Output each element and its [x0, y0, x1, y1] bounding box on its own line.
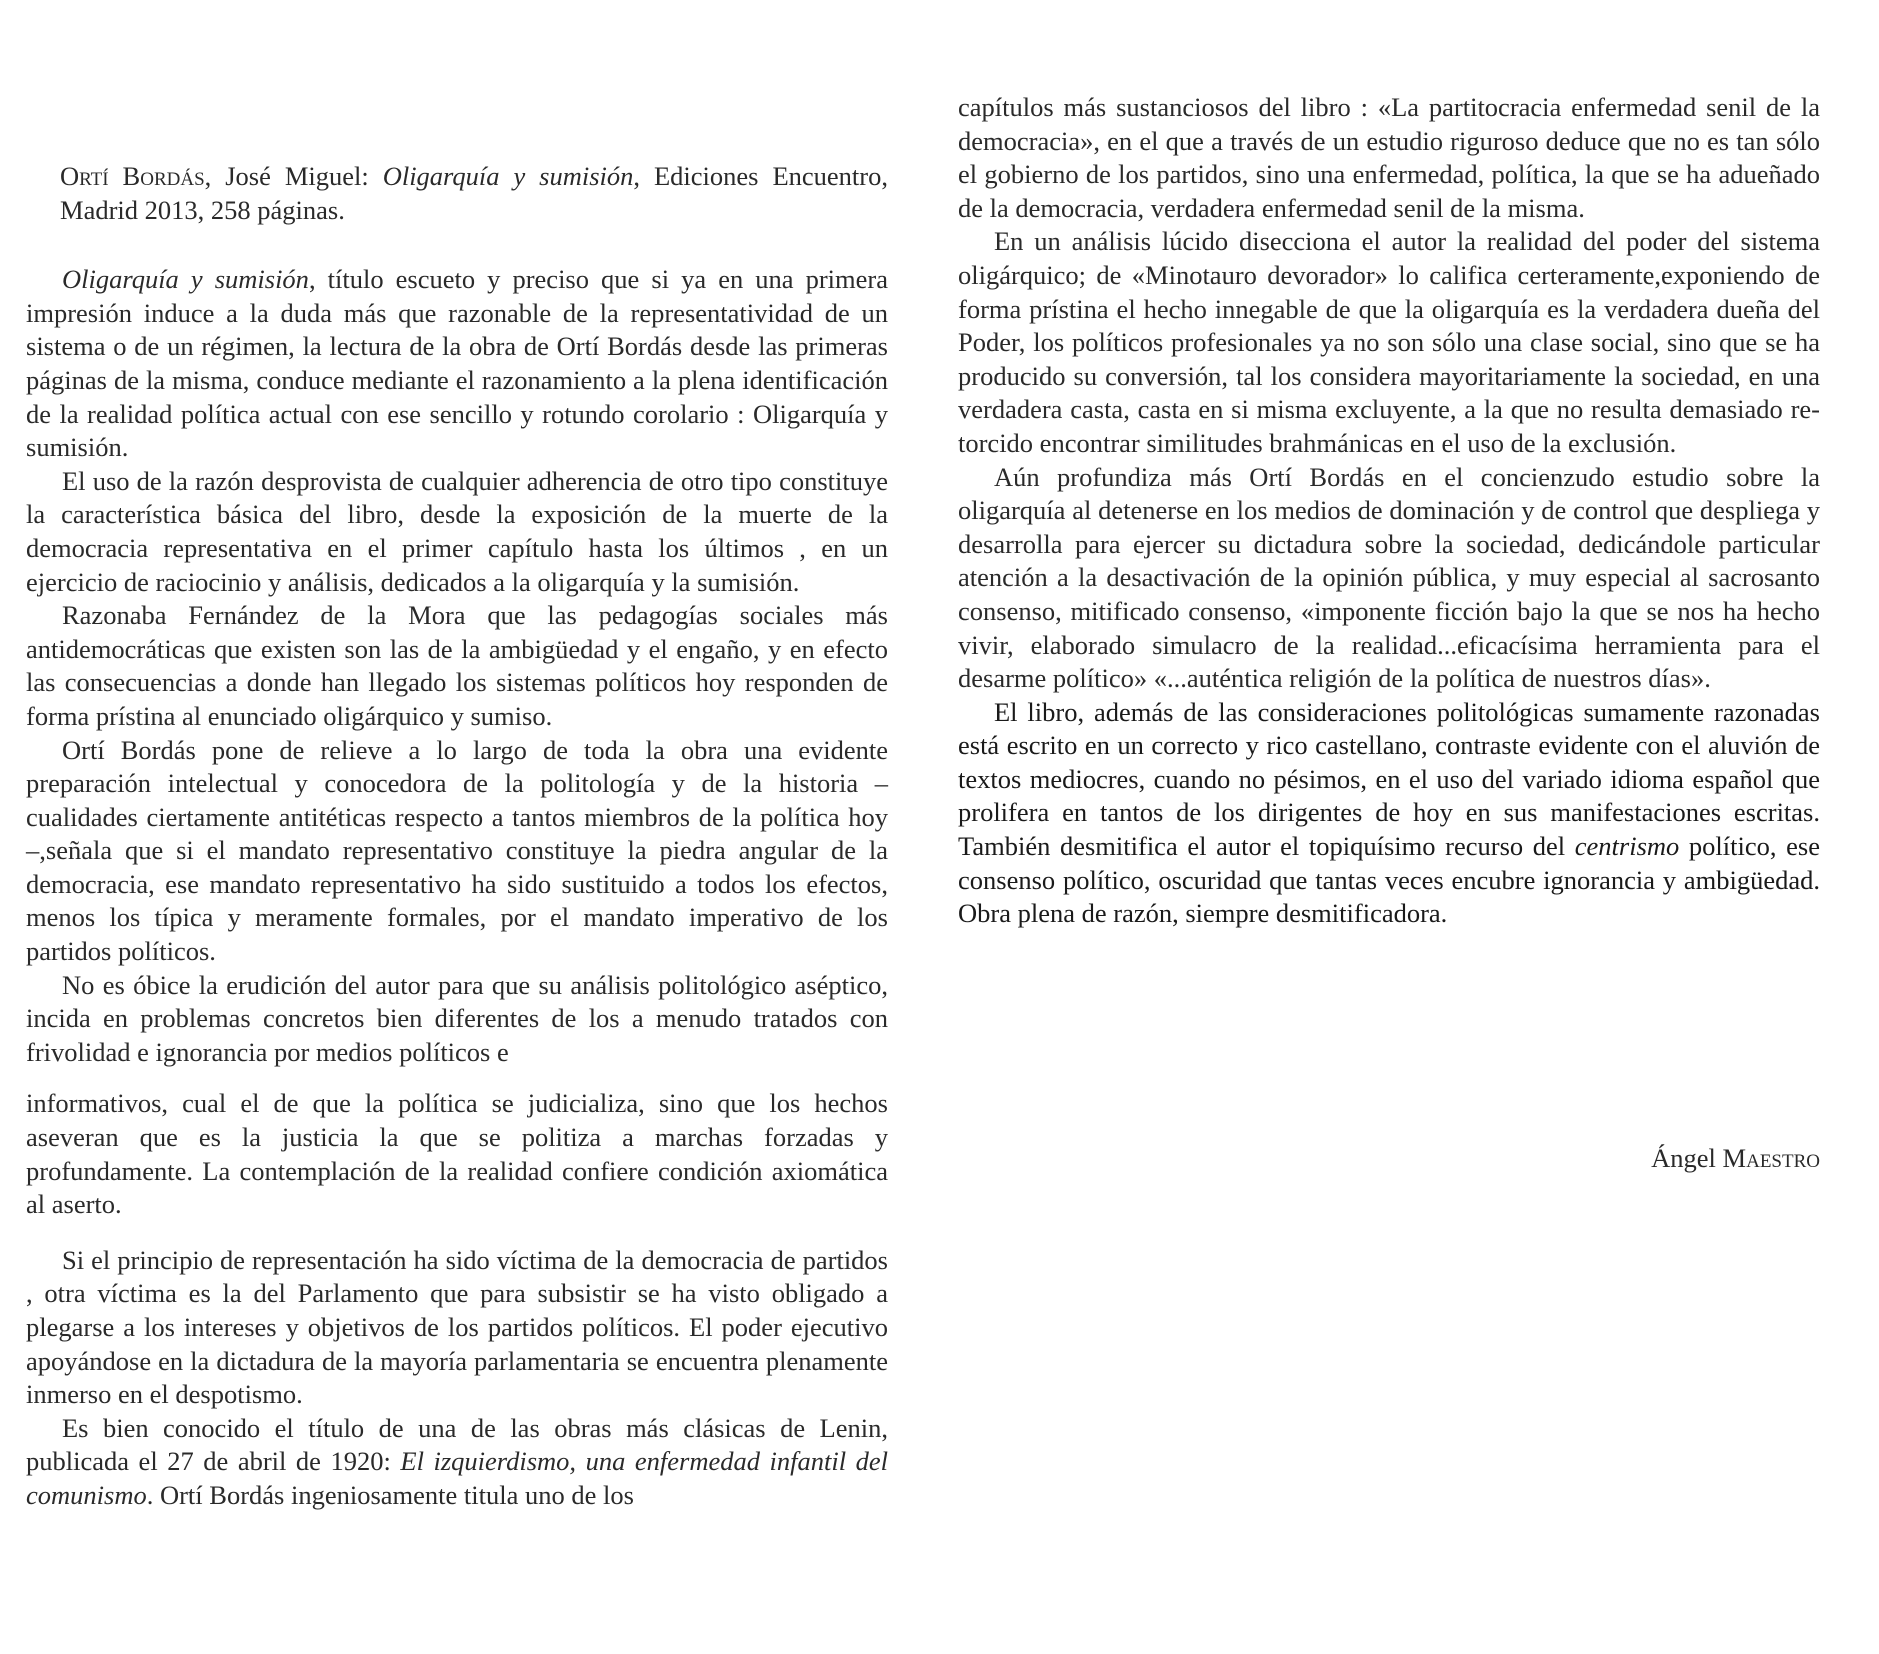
paragraph-10-text-a: El libro, además de las consideraciones politológicas sumamente razonadas está escrito en un correcto y rico castellano, contraste evidente con el aluvión de textos mediocres, cuando no pésimos, en el uso del variado idioma español que prolifera en tantos de los dirigentes de hoy en sus manifestaciones escritas. También desmitifica el autor el topiquísimo recurso del	[958, 696, 1820, 862]
paragraph-10-text-b: político, ese consenso político, oscuridad que tantas veces encubre ignorancia y ambigüedad. Obra plena de razón, siempre desmitificadora.	[958, 831, 1820, 929]
lenin-book-title: El izquierdismo, una enfermedad infantil del comunismo	[26, 1446, 889, 1510]
left-column	[26, 160, 888, 1513]
reviewer-given-name: Ángel	[1651, 1143, 1723, 1173]
centrismo-term: centrismo	[1574, 831, 1680, 862]
paragraph-1	[26, 263, 888, 465]
paragraph-7	[26, 1412, 888, 1513]
paragraph-6: Si el principio de representación ha sido víctima de la democracia de partidos , otra víctima es la del Parlamento que para subsistir se ha visto obligado a plegarse a los intereses y objetivos de los partidos políticos. El poder ejecutivo apoyándose en la dictadura de la mayoría parlamentaria se encuentra plenamente inmerso en el despotismo.	[26, 1244, 888, 1410]
paragraph-7-continued: capítulos más sustanciosos del libro : «La partitocracia enfermedad senil de la democracia», en el que a través de un estudio riguroso deduce que no es tan sólo el gobierno de los partidos, sino una enfermedad, política, la que se ha adueñado de la democracia, verdadera enfermedad senil de la misma.	[958, 92, 1820, 223]
review-header	[26, 160, 888, 227]
paragraph-8: En un análisis lúcido disecciona el autor la realidad del poder del sistema oligárquico; de «Minotauro devorador» lo califica certeramente,exponiendo de forma prístina el hecho innegable de que la oligarquía es la verdadera dueña del Poder, los políticos profesionales ya no son sólo una clase social, sino que se ha producido su conversión, tal los considera mayoritariamente la sociedad, en una verdadera casta, casta en si misma excluyente, a la que no resulta demasiado retorcido encontrar similitudes brahmánicas en el uso de la exclusión.	[958, 226, 1820, 458]
paragraph-10	[958, 696, 1820, 931]
reviewer-surname: Maestro	[1722, 1143, 1820, 1173]
paragraph-7-text-b: . Ortí Bordás ingeniosamente titula uno de los	[146, 1479, 634, 1510]
paragraph-5: No es óbice la erudición del autor para que su análisis politológico aséptico, incida en problemas concretos bien diferentes de los a menudo tratados con frivolidad e ignorancia por medios políticos e	[26, 969, 888, 1067]
author-surname: Ortí Bordás	[60, 161, 205, 191]
paragraph-1-title: Oligarquía y sumisión	[62, 264, 309, 295]
paragraph-7-text-a: Es bien conocido el título de una de las obras más clásicas de Lenin, publicada el 27 de abril de 1920:	[26, 1412, 888, 1477]
publication-details: , Ediciones Encuentro, Madrid 2013, 258 páginas.	[60, 161, 888, 225]
reviewer-signature	[1651, 1142, 1820, 1176]
right-column	[958, 91, 1820, 1173]
paragraph-3: Razonaba Fernández de la Mora que las pedagogías sociales más antidemocráticas que existen son las de la ambigüedad y el engaño, y en efecto las consecuencias a donde han llegado los sistemas políticos hoy responden de forma prístina al enunciado oligárquico y sumiso.	[26, 600, 888, 731]
paragraph-2: El uso de la razón desprovista de cualquier adherencia de otro tipo constituye la característica básica del libro, desde la exposición de la muerte de la democracia representativa en el primer capítulo hasta los últimos , en un ejercicio de raciocinio y análisis, dedicados a la oligarquía y la sumisión.	[26, 465, 888, 597]
paragraph-1-text: , título escueto y preciso que si ya en una primera impresión induce a la duda más que razonable de la representatividad de un sistema o de un régimen, la lectura de la obra de Ortí Bordás desde las primeras páginas de la misma, conduce mediante el razonamiento a la plena identificación de la realidad política actual con ese sencillo y rotundo corolario : Oligarquía y sumisión.	[26, 264, 888, 463]
paragraph-9: Aún profundiza más Ortí Bordás en el concienzudo estudio sobre la oligarquía al detenerse en los medios de dominación y de control que despliega y desarrolla para ejercer su dictadura sobre la sociedad, dedicándole particular atención a la desactivación de la opinión pública, y muy especial al sacrosanto consenso, mitificado consenso, «imponente ficción bajo la que se nos ha hecho vivir, elaborado simulacro de la realidad...eficacísima herramienta para el desarme político» «...auténtica religión de la política de nuestros días».	[958, 461, 1820, 694]
paragraph-4: Ortí Bordás pone de relieve a lo largo de toda la obra una evidente preparación intelectual y conocedora de la politología y de la historia – cualidades ciertamente antitéticas respecto a tantos miembros de la política hoy –,señala que si el mandato representativo constituye la piedra angular de la democracia, ese mandato representativo ha sido sustituido a todos los efectos, menos los típica y meramente formales, por el mandato imperativo de los partidos políticos.	[26, 734, 888, 967]
author-given-name: , José Miguel:	[204, 161, 383, 191]
book-title: Oligarquía y sumisión	[382, 161, 634, 191]
paragraph-5-continued: informativos, cual el de que la política se judicializa, sino que los hechos aseveran que es la justicia la que se politiza a marchas forzadas y profundamente. La contemplación de la realidad confiere condición axiomática al aserto.	[26, 1088, 888, 1220]
